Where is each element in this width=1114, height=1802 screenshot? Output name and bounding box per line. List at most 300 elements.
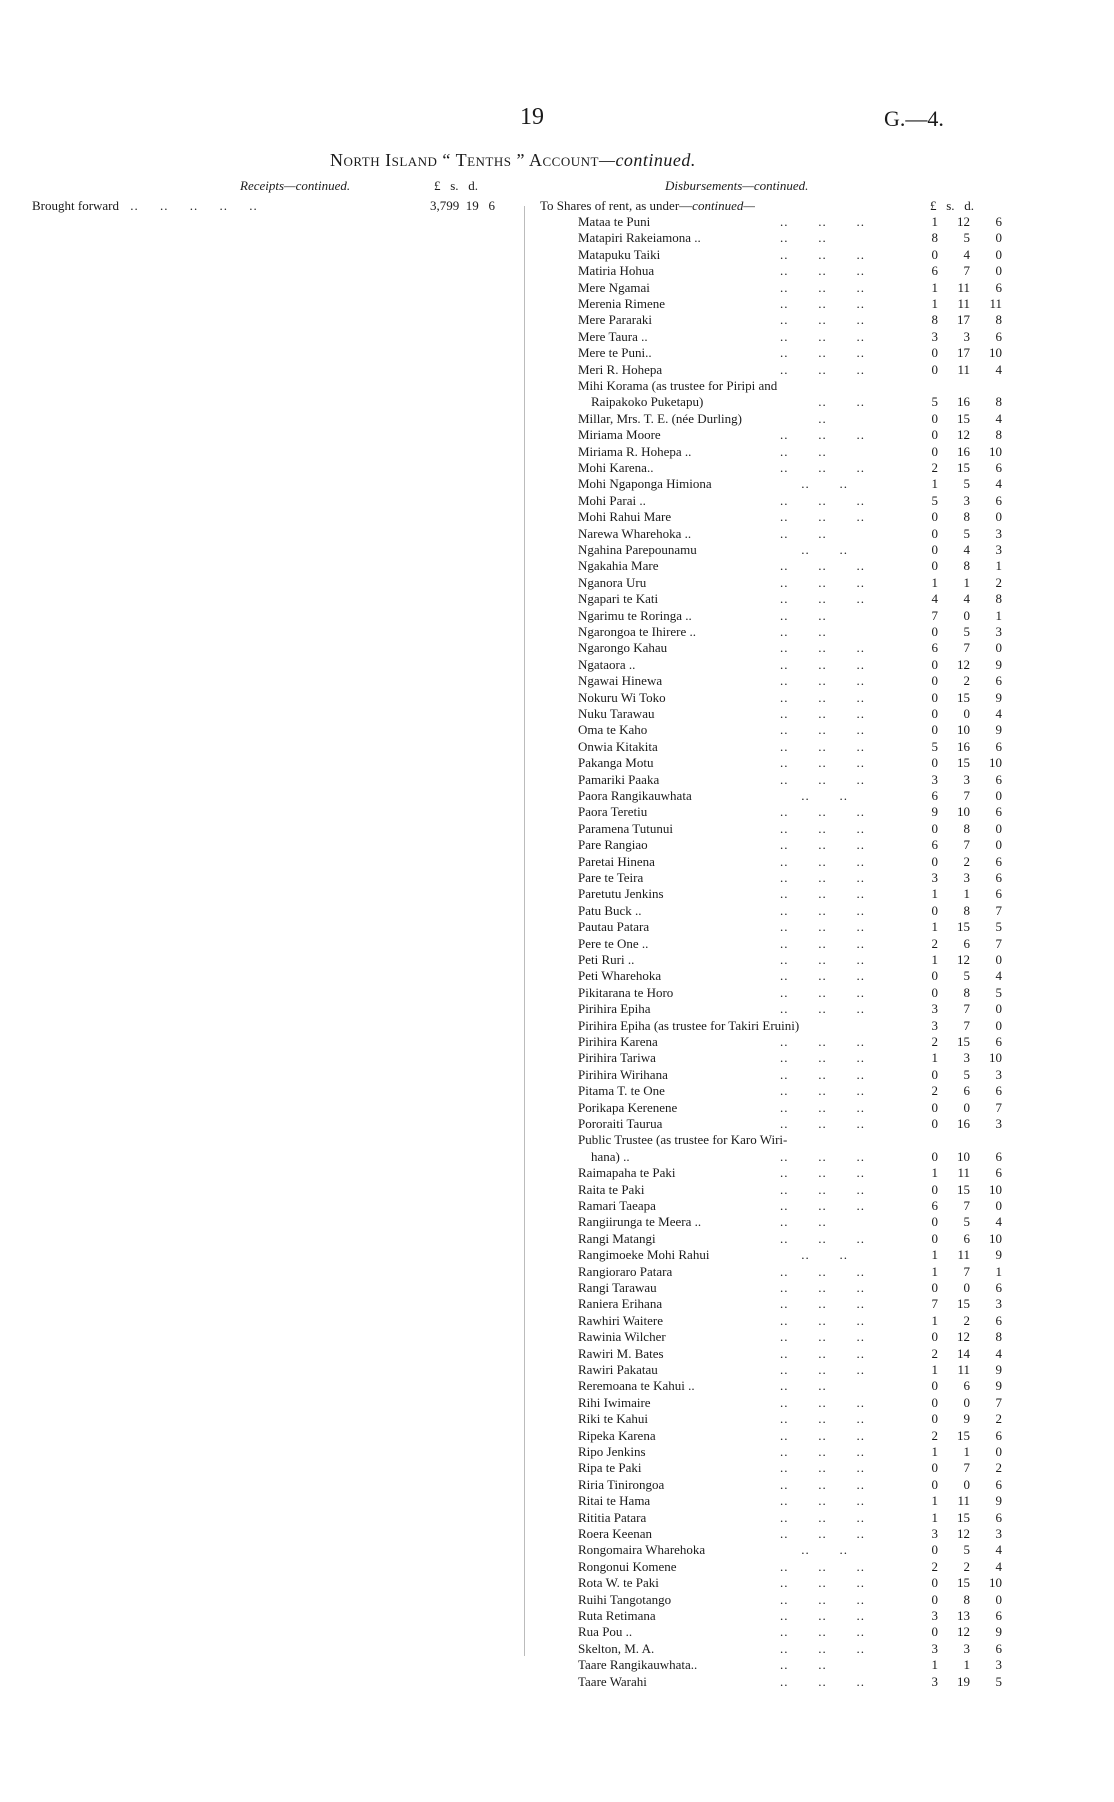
amount-shillings: 6 [963, 935, 970, 951]
amount-shillings: 11 [957, 1493, 970, 1509]
leader-dots: .. .. [780, 394, 865, 410]
amount-pence: 6 [995, 1148, 1002, 1164]
leader-dots: .. .. .. [780, 1296, 865, 1312]
amount-pounds: 5 [931, 738, 938, 754]
disbursement-row [0, 427, 1114, 443]
amount-shillings: 15 [957, 1427, 970, 1443]
payee-name: Ripa te Paki [578, 1460, 642, 1476]
payee-name: hana) .. [578, 1148, 630, 1164]
leader-dots: .. .. [780, 443, 827, 459]
payee-name: Pirihira Wirihana [578, 1066, 668, 1082]
amount-pence: 0 [995, 246, 1002, 262]
amount-pence: 10 [989, 1230, 1002, 1246]
leader-dots: .. .. .. [780, 1181, 865, 1197]
payee-name: Raipakoko Puketapu) [578, 394, 704, 410]
payee-name: Riria Tinirongoa [578, 1476, 665, 1492]
payee-name: Roera Keenan [578, 1526, 652, 1541]
amount-shillings: 7 [963, 837, 970, 853]
amount-shillings: 12 [957, 1526, 970, 1541]
leader-dots: .. .. .. [780, 902, 865, 918]
amount-shillings: 5 [963, 1214, 970, 1230]
amount-pence: 4 [995, 410, 1002, 426]
payee-name: Raimapaha te Paki [578, 1165, 676, 1181]
payee-name: Millar, Mrs. T. E. (née Durling) [578, 410, 742, 426]
disbursement-row [0, 1444, 1114, 1460]
amount-pounds: 0 [931, 1575, 938, 1591]
leader-dots: .. .. .. [780, 1362, 865, 1377]
disbursement-row [0, 460, 1114, 476]
payee-name: Mataa te Puni [578, 214, 651, 229]
disbursement-row [0, 1198, 1114, 1214]
amount-pence: 8 [995, 1329, 1002, 1345]
amount-shillings: 0 [963, 1394, 970, 1410]
document-code: G.—4. [884, 106, 944, 131]
payee-name: Rota W. te Paki [578, 1575, 659, 1591]
payee-name: Rawinia Wilcher [578, 1329, 666, 1345]
leader-dots: .. .. .. [780, 952, 865, 967]
amount-pence: 9 [995, 656, 1002, 672]
amount-pence: 0 [995, 509, 1002, 525]
amount-pounds: 1 [931, 886, 938, 902]
amount-shillings: 15 [957, 460, 970, 475]
amount-shillings: 11 [957, 1362, 970, 1377]
amount-shillings: 1 [963, 886, 970, 902]
payee-name: Pirihira Epiha (as trustee for Takiri Eruini) [578, 1017, 800, 1033]
amount-pence: 0 [995, 1198, 1002, 1213]
amount-shillings: 0 [963, 1280, 970, 1295]
disbursement-row [0, 329, 1114, 345]
amount-shillings: 12 [957, 656, 970, 672]
disbursement-row [0, 903, 1114, 919]
amount-shillings: 5 [963, 1542, 970, 1558]
payee-name: Ngarongo Kahau [578, 640, 668, 656]
brought-forward-label: Brought forward [32, 198, 120, 213]
amount-shillings: 1 [963, 1444, 970, 1459]
amount-pence: 10 [989, 443, 1002, 459]
disbursement-row [0, 1034, 1114, 1050]
amount-pounds: 2 [931, 1034, 938, 1049]
leader-dots: .. .. .. [780, 1394, 865, 1410]
leader-dots: .. .. .. [780, 1444, 865, 1459]
payee-name: Ripo Jenkins [578, 1444, 646, 1459]
amount-pence: 2 [995, 574, 1002, 590]
leader-dots: .. .. .. [780, 1460, 865, 1476]
payee-name: Mere Ngamai [578, 279, 650, 295]
page-number: 19 [520, 104, 544, 130]
disbursement-row [0, 280, 1114, 296]
disbursement-row [0, 1001, 1114, 1017]
amount-pence: 6 [995, 1608, 1002, 1623]
amount-pence: 4 [995, 1558, 1002, 1574]
amount-pence: 1 [995, 558, 1002, 574]
amount-pounds: 7 [931, 1296, 938, 1312]
disbursements-currency-heading: £ s. d. [930, 198, 975, 213]
amount-pounds: 1 [931, 1493, 938, 1509]
amount-pounds: 1 [931, 952, 938, 967]
payee-name: Ramari Taeapa [578, 1198, 656, 1213]
disbursement-row [0, 722, 1114, 738]
amount-shillings: 8 [963, 1591, 970, 1607]
disbursement-row [0, 706, 1114, 722]
amount-shillings: 4 [963, 246, 970, 262]
amount-shillings: 14 [957, 1345, 970, 1361]
disbursement-row [0, 1592, 1114, 1608]
amount-pounds: 3 [931, 771, 938, 787]
amount-pence: 8 [995, 312, 1002, 328]
amount-pence: 6 [995, 1034, 1002, 1049]
amount-pounds: 0 [931, 902, 938, 918]
disbursement-row [0, 345, 1114, 361]
leader-dots: .. .. [780, 624, 827, 639]
leader-dots: .. .. .. [780, 361, 865, 377]
payee-name: Rititia Patara [578, 1509, 647, 1525]
disbursement-row [0, 444, 1114, 460]
amount-shillings: 16 [957, 1116, 970, 1131]
payee-name: Raita te Paki [578, 1181, 645, 1197]
payee-name: Mohi Parai .. [578, 492, 646, 508]
leader-dots: .. .. [780, 788, 848, 803]
amount-pence: 6 [995, 804, 1002, 820]
amount-pence: 6 [995, 1312, 1002, 1328]
amount-shillings: 8 [963, 902, 970, 918]
payee-name: Rawiri Pakatau [578, 1362, 658, 1377]
leader-dots: .. .. .. [780, 853, 865, 869]
disbursement-row [0, 854, 1114, 870]
amount-shillings: 5 [963, 525, 970, 541]
payee-name: Rawhiri Waitere [578, 1312, 663, 1328]
amount-shillings: 3 [963, 1050, 970, 1066]
amount-shillings: 15 [957, 410, 970, 426]
disbursement-row [0, 886, 1114, 902]
payee-name: Rangiirunga te Meera .. [578, 1214, 702, 1230]
amount-shillings: 12 [957, 952, 970, 967]
amount-pence: 8 [995, 591, 1002, 607]
disbursement-row [0, 936, 1114, 952]
payee-name: Ruihi Tangotango [578, 1591, 672, 1607]
leader-dots: .. .. .. [780, 1280, 865, 1295]
amount-pounds: 0 [931, 345, 938, 361]
amount-pence: 0 [995, 788, 1002, 803]
amount-pounds: 0 [931, 1624, 938, 1640]
amount-pounds: 0 [931, 689, 938, 705]
amount-pounds: 3 [931, 1001, 938, 1017]
disbursement-row [0, 378, 1114, 394]
disbursement-row [0, 1165, 1114, 1181]
amount-shillings: 19 [957, 1673, 970, 1689]
amount-pence: 3 [995, 624, 1002, 639]
leader-dots: .. .. .. [780, 1427, 865, 1443]
amount-pounds: 0 [931, 853, 938, 869]
amount-pence: 9 [995, 1493, 1002, 1509]
leader-dots: .. .. .. [780, 1198, 865, 1213]
amount-shillings: 11 [957, 1247, 970, 1263]
amount-pounds: 1 [931, 1509, 938, 1525]
leader-dots: .. .. .. [780, 771, 865, 787]
amount-pence: 0 [995, 640, 1002, 656]
disbursement-row [0, 1296, 1114, 1312]
amount-pence: 6 [995, 1280, 1002, 1295]
leader-dots: .. .. .. [780, 640, 865, 656]
payee-name: Paora Rangikauwhata [578, 788, 692, 803]
payee-name: Paramena Tutunui [578, 820, 673, 836]
amount-shillings: 2 [963, 1312, 970, 1328]
receipts-currency-heading: £ s. d. [434, 178, 479, 193]
leader-dots: .. .. .. [780, 345, 865, 361]
payee-name: Narewa Wharehoka .. [578, 525, 692, 541]
payee-name: Pakanga Motu [578, 755, 654, 771]
amount-pounds: 3 [931, 328, 938, 344]
amount-pounds: 2 [931, 460, 938, 475]
amount-pence: 10 [989, 755, 1002, 771]
amount-pence: 6 [995, 328, 1002, 344]
amount-shillings: 2 [963, 673, 970, 689]
amount-shillings: 12 [957, 214, 970, 229]
amount-shillings: 11 [957, 1165, 970, 1181]
amount-shillings: 4 [963, 542, 970, 557]
disbursement-row [0, 1132, 1114, 1148]
amount-pounds: 0 [931, 1411, 938, 1427]
payee-name: Rihi Iwimaire [578, 1394, 651, 1410]
disbursement-row [0, 312, 1114, 328]
amount-shillings: 17 [957, 345, 970, 361]
amount-pounds: 1 [931, 476, 938, 492]
amount-shillings: 8 [963, 558, 970, 574]
amount-shillings: 7 [963, 1460, 970, 1476]
payee-name: Pare Rangiao [578, 837, 648, 853]
amount-shillings: 7 [963, 1001, 970, 1017]
amount-shillings: 10 [957, 722, 970, 738]
leader-dots: .. .. .. [780, 214, 865, 229]
payee-name: Reremoana te Kahui .. [578, 1378, 695, 1394]
disbursement-row [0, 1067, 1114, 1083]
amount-shillings: 7 [963, 1017, 970, 1033]
leader-dots: .. .. [780, 1378, 827, 1394]
leader-dots: .. .. [780, 1657, 827, 1673]
amount-pence: 3 [995, 542, 1002, 557]
amount-pounds: 6 [931, 788, 938, 803]
amount-pence: 3 [995, 1657, 1002, 1673]
amount-shillings: 3 [963, 328, 970, 344]
leader-dots: .. .. .. [780, 1148, 865, 1164]
amount-pounds: 0 [931, 246, 938, 262]
amount-shillings: 15 [957, 689, 970, 705]
amount-pence: 4 [995, 706, 1002, 721]
title-main: North Island “ Tenths ” Account [330, 150, 599, 170]
amount-pence: 6 [995, 870, 1002, 885]
leader-dots: .. .. [780, 230, 827, 246]
amount-pounds: 1 [931, 1444, 938, 1459]
amount-pounds: 0 [931, 1460, 938, 1476]
amount-shillings: 15 [957, 1181, 970, 1197]
amount-pence: 2 [995, 1411, 1002, 1427]
amount-pounds: 0 [931, 1066, 938, 1082]
leader-dots: .. .. .. [780, 1116, 865, 1131]
amount-shillings: 8 [963, 509, 970, 525]
payee-name: Miriama Moore [578, 427, 661, 443]
amount-shillings: 0 [963, 706, 970, 721]
amount-pounds: 1 [931, 1362, 938, 1377]
leader-dots: .. .. .. [780, 591, 865, 607]
amount-shillings: 15 [957, 1034, 970, 1049]
payee-name: Pororaiti Taurua [578, 1116, 663, 1131]
disbursement-row [0, 952, 1114, 968]
leader-dots: .. .. .. [780, 1312, 865, 1328]
amount-shillings: 12 [957, 1329, 970, 1345]
amount-pence: 6 [995, 1165, 1002, 1181]
amount-shillings: 12 [957, 427, 970, 443]
amount-shillings: 15 [957, 1509, 970, 1525]
amount-pounds: 1 [931, 1165, 938, 1181]
payee-name: Pirihira Karena [578, 1034, 658, 1049]
payee-name: Mohi Ngaponga Himiona [578, 476, 712, 492]
amount-shillings: 16 [957, 394, 970, 410]
leader-dots: .. .. .. [780, 656, 865, 672]
amount-shillings: 0 [963, 607, 970, 623]
amount-shillings: 8 [963, 984, 970, 1000]
payee-name: Rangimoeke Mohi Rahui [578, 1247, 710, 1263]
amount-shillings: 5 [963, 476, 970, 492]
payee-name: Miriama R. Hohepa .. [578, 443, 692, 459]
payee-name: Ngakahia Mare [578, 558, 659, 574]
payee-name: Pikitarana te Horo [578, 984, 674, 1000]
amount-pence: 0 [995, 952, 1002, 967]
disbursement-row [0, 1510, 1114, 1526]
disbursement-row [0, 772, 1114, 788]
amount-pounds: 0 [931, 1280, 938, 1295]
disbursements-heading: Disbursements—continued. [665, 178, 809, 193]
leader-dots: .. .. .. [780, 1608, 865, 1623]
payee-name: Rangi Matangi [578, 1230, 656, 1246]
leader-dots: .. .. .. [780, 1345, 865, 1361]
disbursement-row [0, 1477, 1114, 1493]
page-title [330, 150, 696, 171]
amount-pence: 4 [995, 1542, 1002, 1558]
leader-dots: .. .. [780, 607, 827, 623]
leader-dots: .. .. .. [780, 1329, 865, 1345]
disbursement-row [0, 575, 1114, 591]
leader-dots: .. .. .. [780, 673, 865, 689]
amount-pounds: 0 [931, 410, 938, 426]
leader-dots: .. .. .. [780, 1591, 865, 1607]
amount-pence: 9 [995, 1362, 1002, 1377]
receipts-heading: Receipts—continued. [240, 178, 351, 193]
payee-name: Pere te One .. [578, 935, 649, 951]
payee-name: Mohi Karena.. [578, 460, 654, 475]
payee-name: Meri R. Hohepa [578, 361, 663, 377]
amount-pence: 6 [995, 460, 1002, 475]
disbursement-row [0, 1641, 1114, 1657]
brought-forward-amount: 3,799 19 6 [430, 198, 495, 213]
amount-pounds: 6 [931, 263, 938, 279]
amount-shillings: 10 [957, 1148, 970, 1164]
amount-shillings: 7 [963, 263, 970, 279]
amount-pounds: 3 [931, 1017, 938, 1033]
disbursement-row [0, 1329, 1114, 1345]
amount-pence: 4 [995, 476, 1002, 492]
amount-shillings: 11 [957, 296, 970, 311]
amount-pence: 5 [995, 919, 1002, 935]
amount-pence: 6 [995, 1640, 1002, 1656]
leader-dots: .. .. .. [780, 837, 865, 853]
disbursement-row [0, 526, 1114, 542]
amount-shillings: 7 [963, 640, 970, 656]
leader-dots: .. .. .. [780, 279, 865, 295]
amount-shillings: 7 [963, 1198, 970, 1213]
amount-pounds: 0 [931, 656, 938, 672]
brought-forward-dots: .. .. .. .. .. [130, 198, 258, 213]
leader-dots: .. .. .. [780, 919, 865, 935]
amount-pounds: 2 [931, 1083, 938, 1099]
payee-name: Oma te Kaho [578, 722, 648, 738]
disbursement-row [0, 1313, 1114, 1329]
amount-pounds: 3 [931, 1640, 938, 1656]
payee-name: Taare Rangikauwhata.. [578, 1657, 698, 1673]
payee-name: Mere Taura .. [578, 328, 648, 344]
payee-name: Pitama T. te One [578, 1083, 665, 1099]
amount-pence: 6 [995, 1476, 1002, 1492]
amount-pounds: 8 [931, 312, 938, 328]
amount-pence: 11 [989, 296, 1002, 311]
amount-pounds: 0 [931, 1394, 938, 1410]
amount-pence: 7 [995, 902, 1002, 918]
disbursements-intro [540, 198, 755, 214]
amount-pounds: 3 [931, 870, 938, 885]
amount-pence: 0 [995, 820, 1002, 836]
disbursement-row [0, 804, 1114, 820]
disbursement-row [0, 1428, 1114, 1444]
amount-pence: 6 [995, 886, 1002, 902]
amount-pence: 4 [995, 361, 1002, 377]
amount-pounds: 0 [931, 509, 938, 525]
amount-pounds: 0 [931, 673, 938, 689]
amount-pounds: 5 [931, 394, 938, 410]
leader-dots: .. .. .. [780, 328, 865, 344]
amount-pence: 3 [995, 1066, 1002, 1082]
amount-pounds: 0 [931, 542, 938, 557]
disbursement-row [0, 1493, 1114, 1509]
disbursement-row [0, 1378, 1114, 1394]
payee-name: Skelton, M. A. [578, 1640, 655, 1656]
payee-name: Pare te Teira [578, 870, 644, 885]
leader-dots: .. .. .. [780, 755, 865, 771]
leader-dots: .. .. .. [780, 1509, 865, 1525]
leader-dots: .. .. .. [780, 706, 865, 721]
amount-pence: 1 [995, 1263, 1002, 1279]
intro-continued: continued— [692, 198, 755, 213]
amount-shillings: 8 [963, 820, 970, 836]
amount-pounds: 2 [931, 935, 938, 951]
amount-pounds: 0 [931, 558, 938, 574]
amount-shillings: 3 [963, 870, 970, 885]
leader-dots: .. .. [780, 525, 827, 541]
amount-pence: 0 [995, 263, 1002, 279]
disbursement-row [0, 821, 1114, 837]
payee-name: Merenia Rimene [578, 296, 665, 311]
leader-dots: .. .. .. [780, 1001, 865, 1017]
disbursement-row [0, 230, 1114, 246]
amount-pounds: 1 [931, 1312, 938, 1328]
disbursement-row [0, 558, 1114, 574]
payee-name: Nganora Uru [578, 574, 647, 590]
amount-shillings: 4 [963, 591, 970, 607]
payee-name: Rongonui Komene [578, 1558, 677, 1574]
leader-dots: .. .. .. [780, 870, 865, 885]
payee-name: Patu Buck .. [578, 902, 642, 918]
amount-pence: 6 [995, 771, 1002, 787]
amount-pence: 10 [989, 1181, 1002, 1197]
disbursement-row [0, 1460, 1114, 1476]
payee-name: Matapiri Rakeiamona .. [578, 230, 701, 246]
